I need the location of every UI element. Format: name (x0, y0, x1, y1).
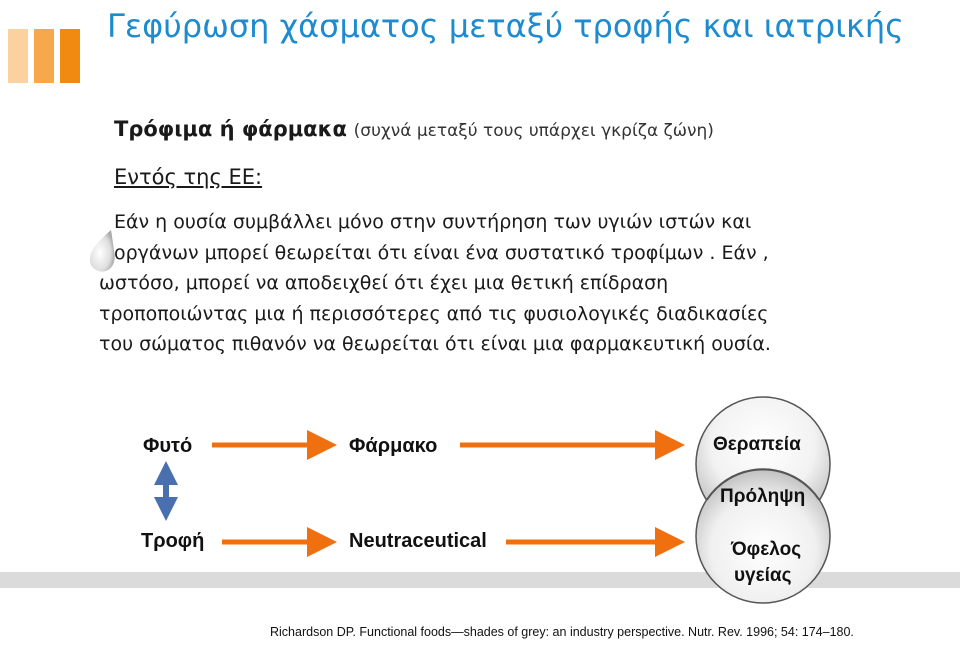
citation: Richardson DP. Functional foods—shades of grey: an industry perspective. Nutr. Rev. 1996; 54: 174–180. (270, 625, 854, 639)
eu-heading: Εντός της ΕΕ: (114, 165, 263, 189)
label-drug: Φάρμακο (349, 435, 438, 457)
paragraph-line: οργάνων μπορεί θεωρείται ότι είναι ένα συστατικό τροφίμων . Εάν , (114, 241, 769, 264)
subtitle-note: (συχνά μεταξύ τους υπάρχει γκρίζα ζώνη) (353, 121, 714, 141)
label-prevention: Πρόληψη (720, 486, 806, 507)
label-plant: Φυτό (143, 435, 193, 457)
label-benefit-line2: υγείας (734, 565, 792, 586)
paragraph-line: ωστόσο, μπορεί να αποδειχθεί ότι έχει μια θετική επίδραση (99, 272, 669, 294)
paragraph-line: Εάν η ουσία συμβάλλει μόνο στην συντήρηση των υγιών ιστών και (114, 211, 752, 233)
paragraph-line: τροποποιώντας μια ή περισσότερες από τις φυσιολογικές διαδικασίες (99, 302, 769, 325)
paragraph-line: του σώματος πιθανόν να θεωρείται ότι είναι μια φαρμακευτική ουσία. (99, 333, 771, 355)
slide-title: Γεφύρωση χάσματος μεταξύ τροφής και ιατρικής (107, 7, 904, 45)
label-food: Τροφή (141, 530, 205, 552)
label-nutraceutical: Neutraceutical (349, 530, 487, 552)
subtitle-bold: Τρόφιμα ή φάρμακα (114, 117, 347, 141)
label-benefit-line1: Όφελος (731, 539, 802, 560)
label-therapy: Θεραπεία (713, 434, 801, 455)
